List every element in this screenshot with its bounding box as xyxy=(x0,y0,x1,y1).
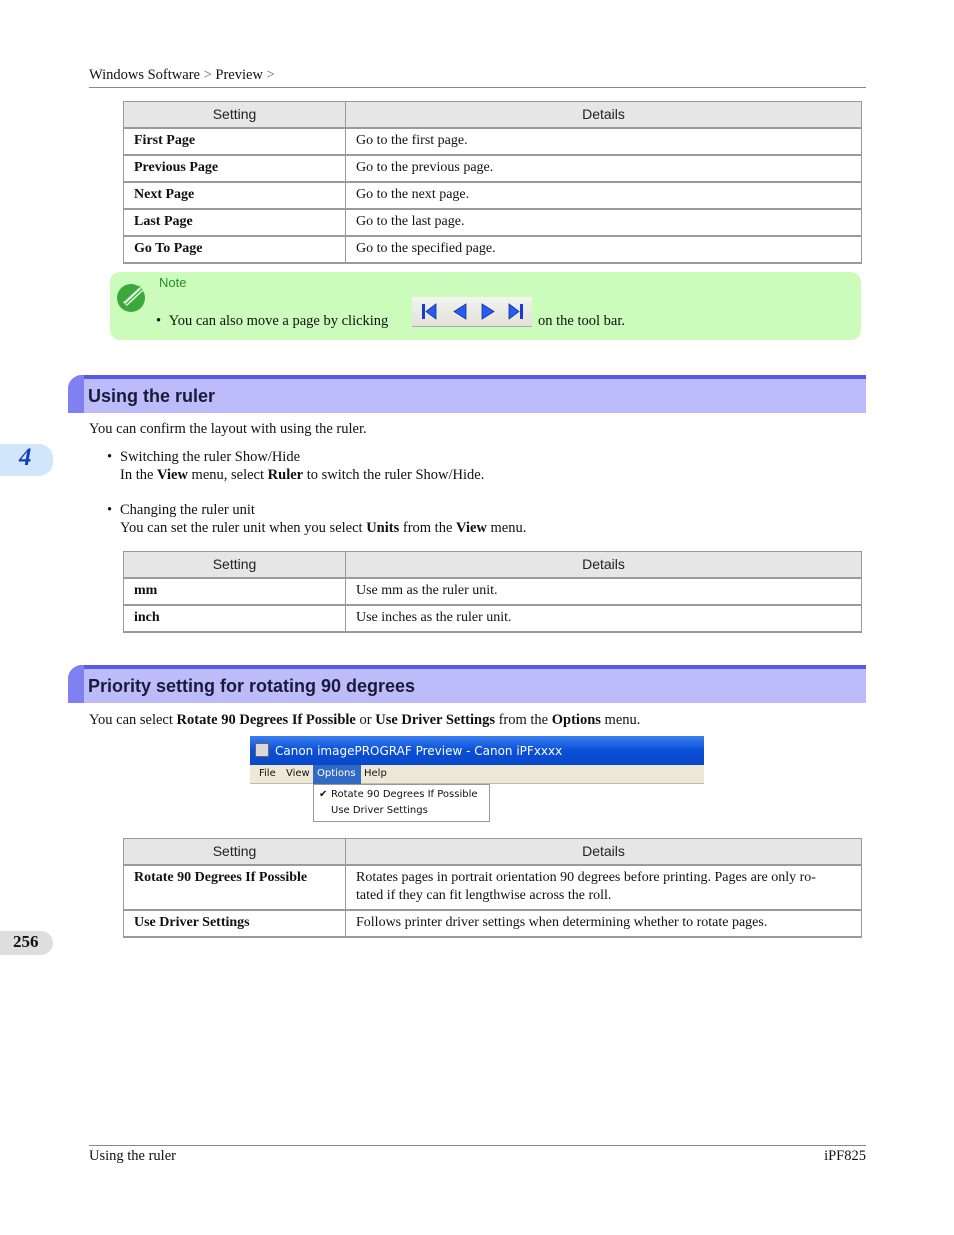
menu-item-use-driver-settings[interactable]: Use Driver Settings xyxy=(331,805,428,816)
section-heading-rotate-priority xyxy=(68,665,866,703)
menu-item-ruler: Ruler xyxy=(267,467,304,483)
chapter-number: 4 xyxy=(19,444,32,471)
text: or xyxy=(355,712,376,728)
text: to switch the ruler Show/Hide. xyxy=(303,467,485,483)
table-header-row xyxy=(124,839,862,865)
next-page-icon[interactable] xyxy=(482,304,494,319)
setting-cell: Use Driver Settings xyxy=(124,910,346,937)
text: In the xyxy=(120,467,158,483)
bullet: • xyxy=(107,449,113,465)
menu-item-rotate-90[interactable]: Rotate 90 Degrees If Possible xyxy=(331,789,478,800)
breadcrumb-item[interactable]: Windows Software xyxy=(89,67,200,83)
footer-section-title: Using the ruler xyxy=(89,1148,176,1164)
table-row xyxy=(124,128,862,155)
text: menu, select xyxy=(187,467,268,483)
text: You can set the ruler unit when you select xyxy=(120,520,367,536)
option-name: Use Driver Settings xyxy=(375,712,495,728)
details-cell: Use mm as the ruler unit. xyxy=(346,578,862,605)
setting-cell: Last Page xyxy=(124,209,346,236)
setting-cell: Go To Page xyxy=(124,236,346,263)
note-title: Note xyxy=(159,275,187,290)
menu-bar xyxy=(250,765,704,784)
text: menu. xyxy=(486,520,527,536)
details-cell: Use inches as the ruler unit. xyxy=(346,605,862,632)
details-cell xyxy=(346,865,862,910)
menu-view[interactable]: View xyxy=(286,768,310,779)
details-cell: Go to the next page. xyxy=(346,182,862,209)
details-line: Rotates pages in portrait orientation 90 degrees before printing. Pages are only ro- xyxy=(356,869,816,885)
table-row xyxy=(124,236,862,263)
details-cell: Go to the last page. xyxy=(346,209,862,236)
ruler-item2-title: Changing the ruler unit xyxy=(120,502,255,518)
window-title: Canon imagePROGRAF Preview - Canon iPFxxxx xyxy=(275,744,563,758)
menu-name-view: View xyxy=(157,467,188,483)
details-cell: Go to the specified page. xyxy=(346,236,862,263)
page-number-tab xyxy=(0,931,53,955)
note-pencil-icon xyxy=(115,279,149,313)
bullet: • xyxy=(107,502,113,518)
menu-name-view: View xyxy=(456,520,487,536)
chapter-tab xyxy=(0,444,53,476)
table-row xyxy=(124,865,862,910)
previous-page-icon[interactable] xyxy=(454,304,466,319)
text: menu. xyxy=(600,712,641,728)
page-footer xyxy=(89,1145,866,1165)
last-page-icon[interactable] xyxy=(509,304,523,319)
table-row xyxy=(124,605,862,632)
setting-cell: Next Page xyxy=(124,182,346,209)
breadcrumb-separator: > xyxy=(266,67,275,83)
footer-model-name: iPF825 xyxy=(824,1148,866,1164)
ruler-item2-text xyxy=(120,520,526,537)
table-row xyxy=(124,578,862,605)
note-box xyxy=(110,272,861,340)
checkmark-icon: ✔ xyxy=(319,789,328,800)
ruler-item1-text xyxy=(120,467,484,484)
table-row xyxy=(124,182,862,209)
ruler-item1-title: Switching the ruler Show/Hide xyxy=(120,449,301,465)
column-header-details: Details xyxy=(346,839,862,865)
setting-cell: Previous Page xyxy=(124,155,346,182)
menu-options[interactable]: Options xyxy=(313,765,361,784)
rotate-settings-table xyxy=(123,838,862,938)
menu-help[interactable]: Help xyxy=(364,768,387,779)
bullet: • xyxy=(156,313,162,329)
column-header-setting: Setting xyxy=(124,552,346,578)
section-title: Using the ruler xyxy=(88,386,216,406)
page-navigation-table xyxy=(123,101,862,264)
setting-cell: Rotate 90 Degrees If Possible xyxy=(124,865,346,910)
menu-file[interactable]: File xyxy=(259,768,276,779)
column-header-details: Details xyxy=(346,552,862,578)
details-line: tated if they can fit lengthwise across the roll. xyxy=(356,887,612,903)
rotate-intro xyxy=(89,712,640,729)
column-header-setting: Setting xyxy=(124,839,346,865)
window-title-bar xyxy=(250,736,704,765)
page-navigation-toolbar xyxy=(412,297,532,327)
section-heading-using-the-ruler xyxy=(68,375,866,413)
table-row xyxy=(124,155,862,182)
table-header-row xyxy=(124,102,862,128)
note-text-after: on the tool bar. xyxy=(538,313,625,329)
ruler-unit-table xyxy=(123,551,862,633)
column-header-details: Details xyxy=(346,102,862,128)
details-cell: Follows printer driver settings when determining whether to rotate pages. xyxy=(346,910,862,937)
table-row xyxy=(124,910,862,937)
first-page-icon[interactable] xyxy=(422,304,436,319)
details-cell: Go to the first page. xyxy=(346,128,862,155)
table-header-row xyxy=(124,552,862,578)
app-icon xyxy=(255,743,269,757)
ruler-intro: You can confirm the layout with using the ruler. xyxy=(89,421,367,437)
column-header-setting: Setting xyxy=(124,102,346,128)
table-row xyxy=(124,209,862,236)
text: from the xyxy=(494,712,552,728)
page-number: 256 xyxy=(13,932,39,951)
options-menu-screenshot xyxy=(250,736,704,822)
text: You can select xyxy=(89,712,177,728)
note-text-before: You can also move a page by clicking xyxy=(168,313,389,329)
details-cell: Go to the previous page. xyxy=(346,155,862,182)
note-text xyxy=(156,313,388,330)
breadcrumb-separator: > xyxy=(203,67,212,83)
setting-cell: mm xyxy=(124,578,346,605)
breadcrumb-item[interactable]: Preview xyxy=(215,67,263,83)
options-dropdown xyxy=(313,784,490,822)
setting-cell: inch xyxy=(124,605,346,632)
setting-cell: First Page xyxy=(124,128,346,155)
section-title: Priority setting for rotating 90 degrees xyxy=(88,676,416,696)
option-name: Rotate 90 Degrees If Possible xyxy=(176,712,356,728)
menu-item-units: Units xyxy=(366,520,400,536)
menu-name-options: Options xyxy=(551,712,601,728)
breadcrumb xyxy=(89,67,866,88)
text: from the xyxy=(399,520,457,536)
